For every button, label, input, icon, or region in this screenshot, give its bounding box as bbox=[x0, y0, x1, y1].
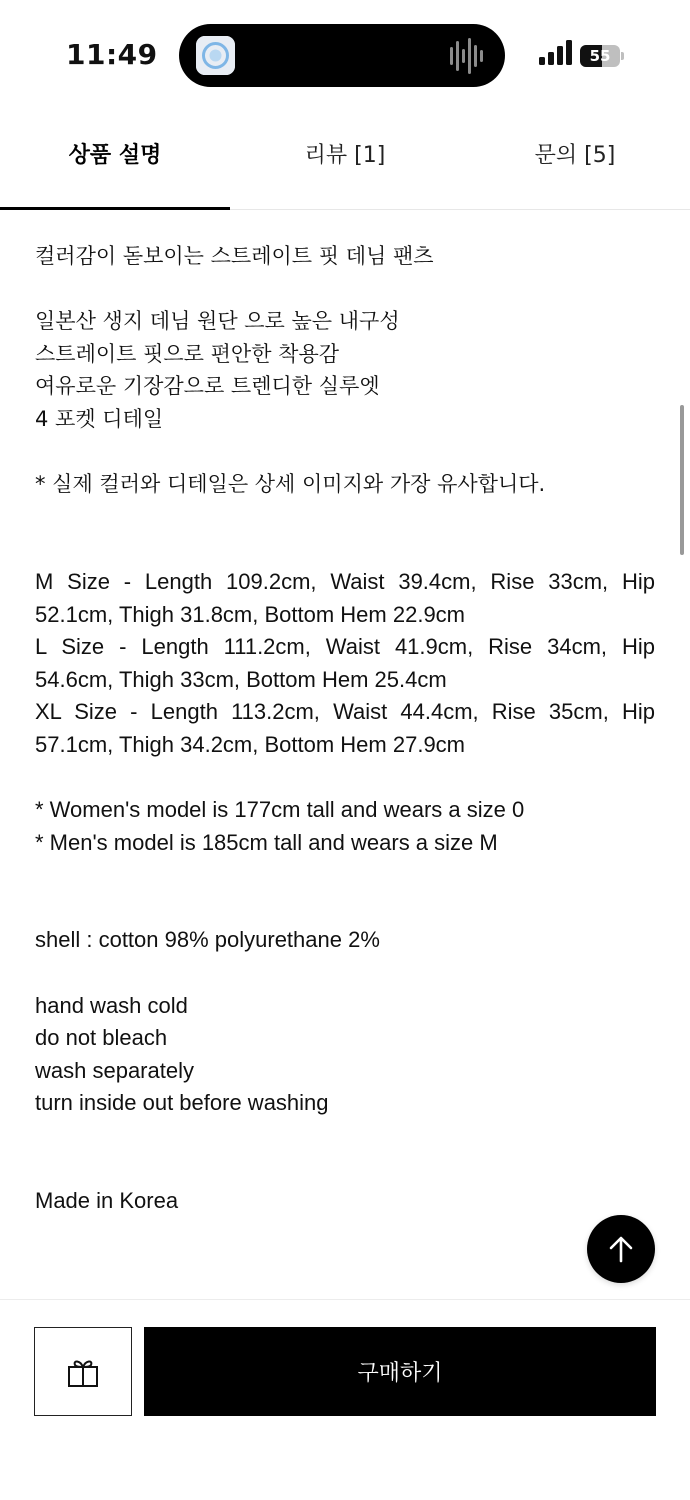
gift-icon bbox=[66, 1355, 100, 1389]
origin-info: Made in Korea bbox=[35, 1188, 179, 1214]
tab-product-description[interactable]: 상품 설명 bbox=[68, 143, 162, 168]
app-icon bbox=[196, 36, 235, 75]
buy-button[interactable]: 구매하기 bbox=[144, 1327, 656, 1416]
active-tab-indicator bbox=[0, 207, 230, 210]
material-info: shell : cotton 98% polyurethane 2% bbox=[35, 927, 380, 953]
audio-waveform-icon bbox=[449, 38, 487, 74]
model-note-men: * Men's model is 185cm tall and wears a size M bbox=[35, 829, 498, 855]
feature-line: 여유로운 기장감으로 트렌디한 실루엣 bbox=[35, 374, 380, 399]
arrow-up-icon bbox=[606, 1234, 636, 1264]
tab-inquiries[interactable]: 문의 [5] bbox=[534, 143, 616, 168]
description-headline: 컬러감이 돋보이는 스트레이트 핏 데님 팬츠 bbox=[35, 244, 434, 268]
care-instruction: do not bleach bbox=[35, 1025, 168, 1051]
product-tabs bbox=[0, 118, 690, 210]
gift-button[interactable] bbox=[34, 1327, 132, 1416]
cellular-signal-icon bbox=[539, 40, 573, 66]
scroll-to-top-button[interactable] bbox=[587, 1215, 655, 1283]
feature-line: 4 포켓 디테일 bbox=[35, 406, 164, 431]
battery-icon bbox=[580, 45, 624, 67]
dynamic-island[interactable] bbox=[179, 24, 505, 87]
color-note: * 실제 컬러와 디테일은 상세 이미지와 가장 유사합니다. bbox=[35, 472, 546, 497]
care-instruction: turn inside out before washing bbox=[35, 1090, 329, 1116]
status-bar bbox=[0, 0, 690, 110]
feature-line: 일본산 생지 데님 원단 으로 높은 내구성 bbox=[35, 309, 400, 334]
status-time: 11:49 bbox=[66, 38, 158, 71]
care-instruction: hand wash cold bbox=[35, 992, 188, 1018]
care-instruction: wash separately bbox=[35, 1057, 194, 1083]
battery-level: 55 bbox=[589, 47, 611, 65]
size-spec-l: L Size - Length 111.2cm, Waist 41.9cm, Rise 34cm, Hip 54.6cm, Thigh 33cm, Bottom Hem 25.4cm bbox=[35, 634, 655, 692]
tab-reviews[interactable]: 리뷰 [1] bbox=[304, 143, 386, 168]
size-spec-xl: XL Size - Length 113.2cm, Waist 44.4cm, Rise 35cm, Hip 57.1cm, Thigh 34.2cm, Bottom Hem 27.9cm bbox=[35, 699, 655, 757]
model-note-women: * Women's model is 177cm tall and wears a size 0 bbox=[35, 797, 525, 823]
scrollbar-thumb[interactable] bbox=[680, 405, 684, 555]
feature-line: 스트레이트 핏으로 편안한 착용감 bbox=[35, 341, 340, 366]
product-description bbox=[35, 240, 655, 1218]
size-spec-m: M Size - Length 109.2cm, Waist 39.4cm, Rise 33cm, Hip 52.1cm, Thigh 31.8cm, Bottom Hem 22.9cm bbox=[35, 568, 655, 627]
bottom-action-bar bbox=[0, 1299, 690, 1500]
